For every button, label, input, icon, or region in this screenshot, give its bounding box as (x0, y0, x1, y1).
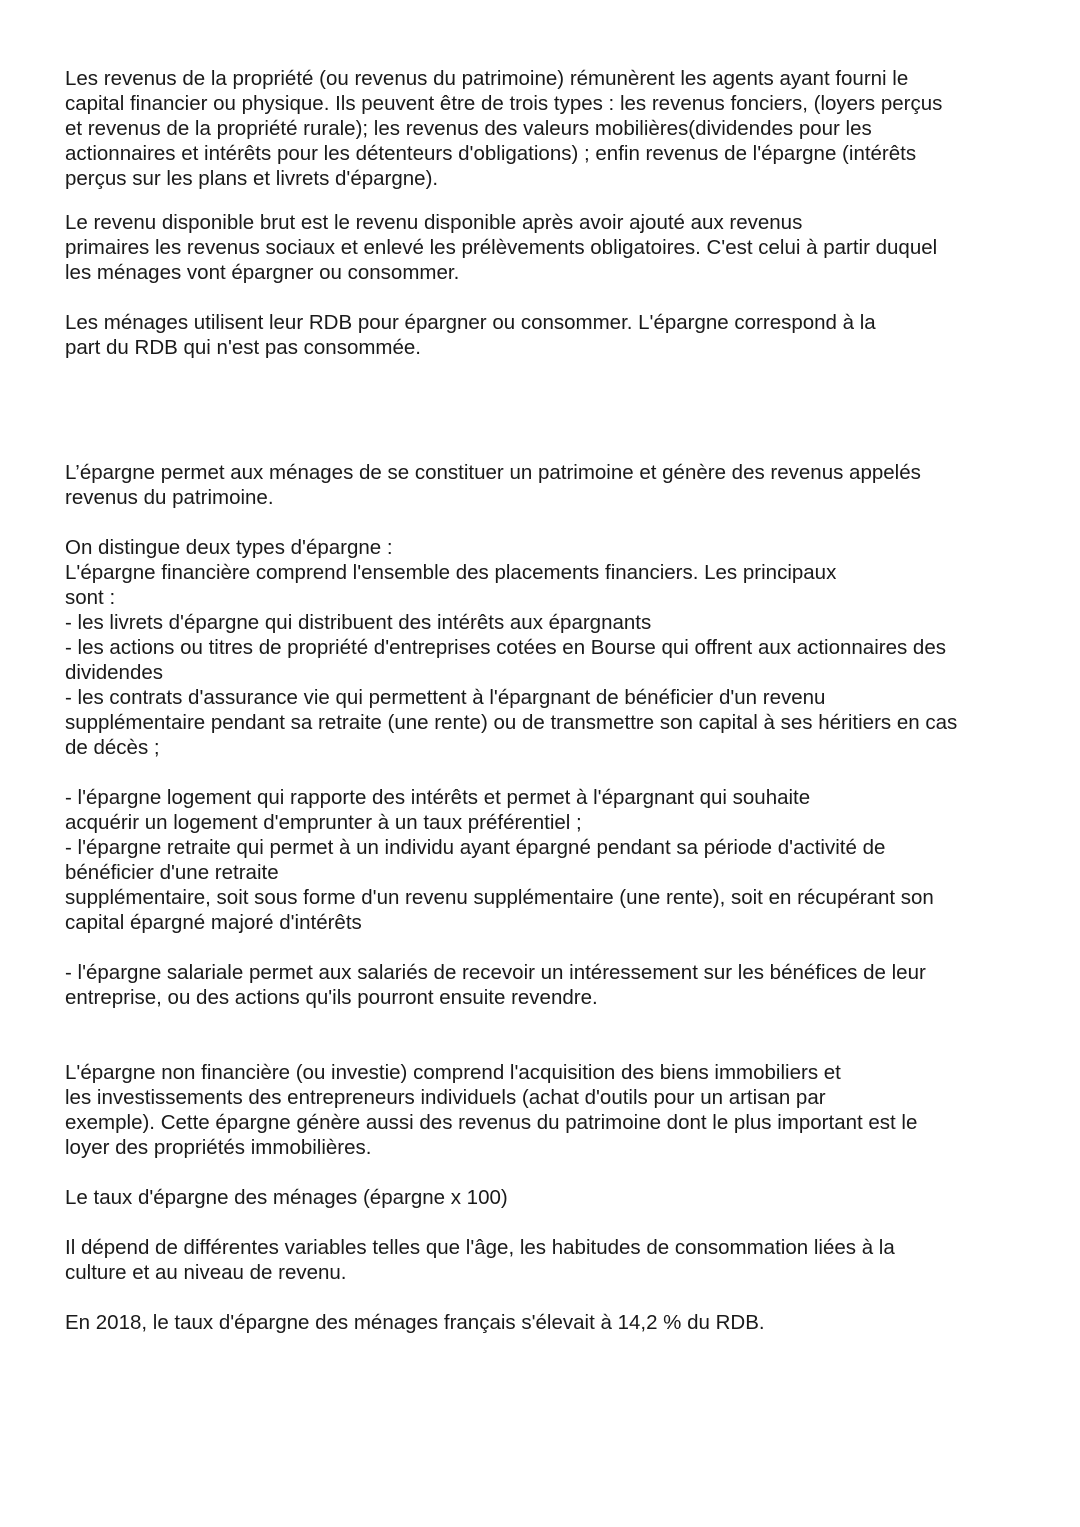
paragraph-logement-retraite-line-4: bénéficier d'une retraite (65, 861, 279, 884)
paragraph-types-epargne-line-9: de décès ; (65, 736, 160, 759)
paragraph-epargne-salariale-line-2: entreprise, ou des actions qu'ils pourront ensuite revendre. (65, 986, 598, 1009)
paragraph-logement-retraite-line-2: acquérir un logement d'emprunter à un taux préférentiel ; (65, 811, 582, 834)
paragraph-types-epargne-line-5: - les actions ou titres de propriété d'entreprises cotées en Bourse qui offrent aux actionnaires des (65, 636, 946, 659)
paragraph-types-epargne-line-8: supplémentaire pendant sa retraite (une rente) ou de transmettre son capital à ses héritiers en cas (65, 711, 958, 734)
paragraph-types-epargne-line-6: dividendes (65, 661, 164, 684)
paragraph-epargne-non-financiere-line-2: les investissements des entrepreneurs individuels (achat d'outils pour un artisan par (65, 1086, 826, 1109)
paragraph-usage-rdb-line-2: part du RDB qui n'est pas consommée. (65, 336, 422, 359)
paragraph-revenus-propriete-line-3: et revenus de la propriété rurale); les revenus des valeurs mobilières(dividendes pour les (65, 117, 872, 140)
paragraph-logement-retraite-line-1: - l'épargne logement qui rapporte des intérêts et permet à l'épargnant qui souhaite (65, 786, 811, 809)
paragraph-revenus-propriete-line-5: perçus sur les plans et livrets d'épargne). (65, 167, 439, 190)
paragraph-epargne-non-financiere-line-1: L'épargne non financière (ou investie) comprend l'acquisition des biens immobiliers et (65, 1061, 841, 1084)
paragraph-taux-epargne-line-1: Le taux d'épargne des ménages (épargne x 100) (65, 1186, 508, 1209)
paragraph-logement-retraite-line-5: supplémentaire, soit sous forme d'un revenu supplémentaire (une rente), soit en récupérant son (65, 886, 934, 909)
paragraph-usage-rdb-line-1: Les ménages utilisent leur RDB pour épargner ou consommer. L'épargne correspond à la (65, 311, 876, 334)
paragraph-revenus-propriete-line-2: capital financier ou physique. Ils peuvent être de trois types : les revenus fonciers, (loyers perçus (65, 92, 943, 115)
paragraph-epargne-non-financiere-line-3: exemple). Cette épargne génère aussi des revenus du patrimoine dont le plus important est le (65, 1111, 918, 1134)
paragraph-rdb-line-1: Le revenu disponible brut est le revenu disponible après avoir ajouté aux revenus (65, 211, 803, 234)
paragraph-epargne-salariale-line-1: - l'épargne salariale permet aux salariés de recevoir un intéressement sur les bénéfices de leur (65, 961, 926, 984)
paragraph-variables-line-1: Il dépend de différentes variables telles que l'âge, les habitudes de consommation liées à la (65, 1236, 895, 1259)
paragraph-logement-retraite-line-3: - l'épargne retraite qui permet à un individu ayant épargné pendant sa période d'activité de (65, 836, 886, 859)
paragraph-patrimoine-line-2: revenus du patrimoine. (65, 486, 274, 509)
paragraph-variables-line-2: culture et au niveau de revenu. (65, 1261, 347, 1284)
paragraph-rdb-line-2: primaires les revenus sociaux et enlevé les prélèvements obligatoires. C'est celui à partir duquel (65, 236, 938, 259)
paragraph-epargne-non-financiere-line-4: loyer des propriétés immobilières. (65, 1136, 372, 1159)
paragraph-types-epargne-line-1: On distingue deux types d'épargne : (65, 536, 393, 559)
paragraph-types-epargne-line-2: L'épargne financière comprend l'ensemble des placements financiers. Les principaux (65, 561, 837, 584)
paragraph-types-epargne-line-4: - les livrets d'épargne qui distribuent des intérêts aux épargnants (65, 611, 652, 634)
paragraph-types-epargne-line-3: sont : (65, 586, 116, 609)
paragraph-rdb-line-3: les ménages vont épargner ou consommer. (65, 261, 460, 284)
paragraph-revenus-propriete-line-1: Les revenus de la propriété (ou revenus du patrimoine) rémunèrent les agents ayant fourni le (65, 67, 909, 90)
paragraph-2018-line-1: En 2018, le taux d'épargne des ménages français s'élevait à 14,2 % du RDB. (65, 1311, 765, 1334)
paragraph-patrimoine-line-1: L’épargne permet aux ménages de se constituer un patrimoine et génère des revenus appelés (65, 461, 921, 484)
paragraph-logement-retraite-line-6: capital épargné majoré d'intérêts (65, 911, 362, 934)
paragraph-types-epargne-line-7: - les contrats d'assurance vie qui permettent à l'épargnant de bénéficier d'un revenu (65, 686, 826, 709)
paragraph-revenus-propriete-line-4: actionnaires et intérêts pour les détenteurs d'obligations) ; enfin revenus de l'épargne (intérêts (65, 142, 917, 165)
